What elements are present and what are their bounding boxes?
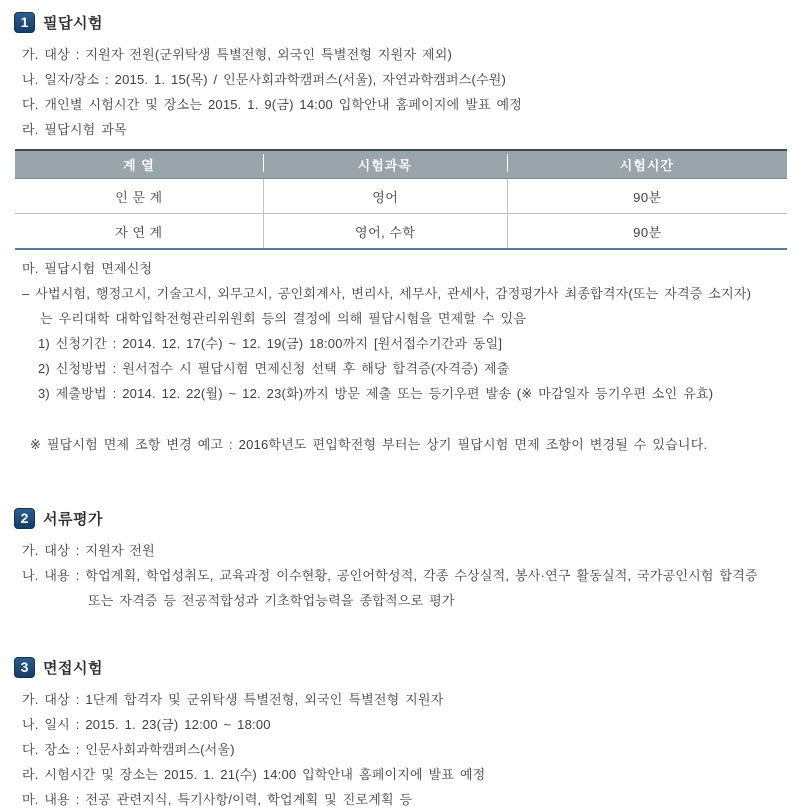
cell-subject: 영어 bbox=[263, 179, 507, 213]
cell-track: 자 연 계 bbox=[15, 213, 263, 248]
exam-subjects-table bbox=[15, 149, 787, 250]
section-title: 필답시험 bbox=[43, 14, 103, 32]
written-exam-subjects-line: 라. 필답시험 과목 bbox=[22, 122, 127, 137]
section-title: 서류평가 bbox=[43, 510, 103, 528]
section-title: 면접시험 bbox=[43, 659, 103, 677]
section-interview-exam bbox=[14, 655, 787, 812]
table-header-row bbox=[15, 151, 787, 179]
section-number-badge: 3 bbox=[14, 657, 35, 678]
doc-eval-content-line-1: 나. 내용 : 학업계획, 학업성취도, 교육과정 이수현황, 공인어학성적, 각종 수상실적, 봉사·연구 활동실적, 국가공인시험 합격증 bbox=[22, 568, 758, 583]
written-exam-announcement-line: 다. 개인별 시험시간 및 장소는 2015. 1. 9(금) 14:00 입학안내 홈페이지에 발표 예정 bbox=[22, 97, 523, 112]
interview-content-line: 마. 내용 : 전공 관련지식, 특기사항/이력, 학업계획 및 진로계획 등 bbox=[22, 792, 413, 807]
written-exam-target-line: 가. 대상 : 지원자 전원(군위탁생 특별전형, 외국인 특별전형 지원자 제외) bbox=[22, 47, 453, 62]
doc-eval-target-line: 가. 대상 : 지원자 전원 bbox=[22, 543, 155, 558]
exemption-detail-line-2: 는 우리대학 대학입학전형관리위원회 등의 결정에 의해 필답시험을 면제할 수 있음 bbox=[40, 311, 527, 326]
exemption-period-line: 1) 신청기간 : 2014. 12. 17(수) ~ 12. 19(금) 18:00까지 [원서접수기간과 동일] bbox=[38, 336, 503, 351]
interview-datetime-line: 나. 일시 : 2015. 1. 23(금) 12:00 ~ 18:00 bbox=[22, 717, 271, 732]
cell-duration: 90분 bbox=[507, 213, 787, 248]
doc-eval-content-line-2: 또는 자격증 등 전공적합성과 기초학업능력을 종합적으로 평가 bbox=[88, 593, 455, 608]
header-cell-track: 계 열 bbox=[15, 151, 263, 179]
section-number-badge: 2 bbox=[14, 508, 35, 529]
section-number-badge: 1 bbox=[14, 12, 35, 33]
cell-track: 인 문 계 bbox=[115, 189, 163, 205]
section-header bbox=[14, 655, 787, 679]
interview-announcement-line: 라. 시험시간 및 장소는 2015. 1. 21(수) 14:00 입학안내 홈페이지에 발표 예정 bbox=[22, 767, 486, 782]
table-row-sciences bbox=[15, 213, 787, 248]
exemption-method-line: 2) 신청방법 : 원서접수 시 필답시험 면제신청 선택 후 해당 합격증(자격증) 제출 bbox=[38, 361, 510, 376]
section-header bbox=[14, 506, 787, 530]
written-exam-date-place-line: 나. 일자/장소 : 2015. 1. 15(목) / 인문사회과학캠퍼스(서울), 자연과학캠퍼스(수원) bbox=[22, 72, 507, 87]
header-cell-duration: 시험시간 bbox=[507, 151, 787, 179]
section-written-exam bbox=[14, 10, 787, 457]
header-cell-subject: 시험과목 bbox=[263, 151, 507, 179]
exemption-detail-line-1: – 사법시험, 행정고시, 기술고시, 외무고시, 공인회계사, 변리사, 세무사, 관세사, 감정평가사 최종합격자(또는 자격증 소지자) bbox=[22, 286, 752, 301]
table-row-humanities bbox=[15, 179, 787, 213]
section-document-evaluation bbox=[14, 506, 787, 613]
interview-place-line: 다. 장소 : 인문사회과학캠퍼스(서울) bbox=[22, 742, 235, 757]
cell-duration: 90분 bbox=[507, 179, 787, 213]
exemption-request-line: 마. 필답시험 면제신청 bbox=[22, 261, 153, 276]
section-header bbox=[14, 10, 787, 34]
cell-subject: 영어, 수학 bbox=[263, 213, 507, 248]
exemption-submission-line: 3) 제출방법 : 2014. 12. 22(월) ~ 12. 23(화)까지 방문 제출 또는 등기우편 발송 (※ 마감일자 등기우편 소인 유효) bbox=[38, 386, 714, 401]
exemption-change-notice: ※ 필답시험 면제 조항 변경 예고 : 2016학년도 편입학전형 부터는 상기 필답시험 면제 조항이 변경될 수 있습니다. bbox=[30, 437, 708, 452]
interview-target-line: 가. 대상 : 1단계 합격자 및 군위탁생 특별전형, 외국인 특별전형 지원자 bbox=[22, 692, 444, 707]
